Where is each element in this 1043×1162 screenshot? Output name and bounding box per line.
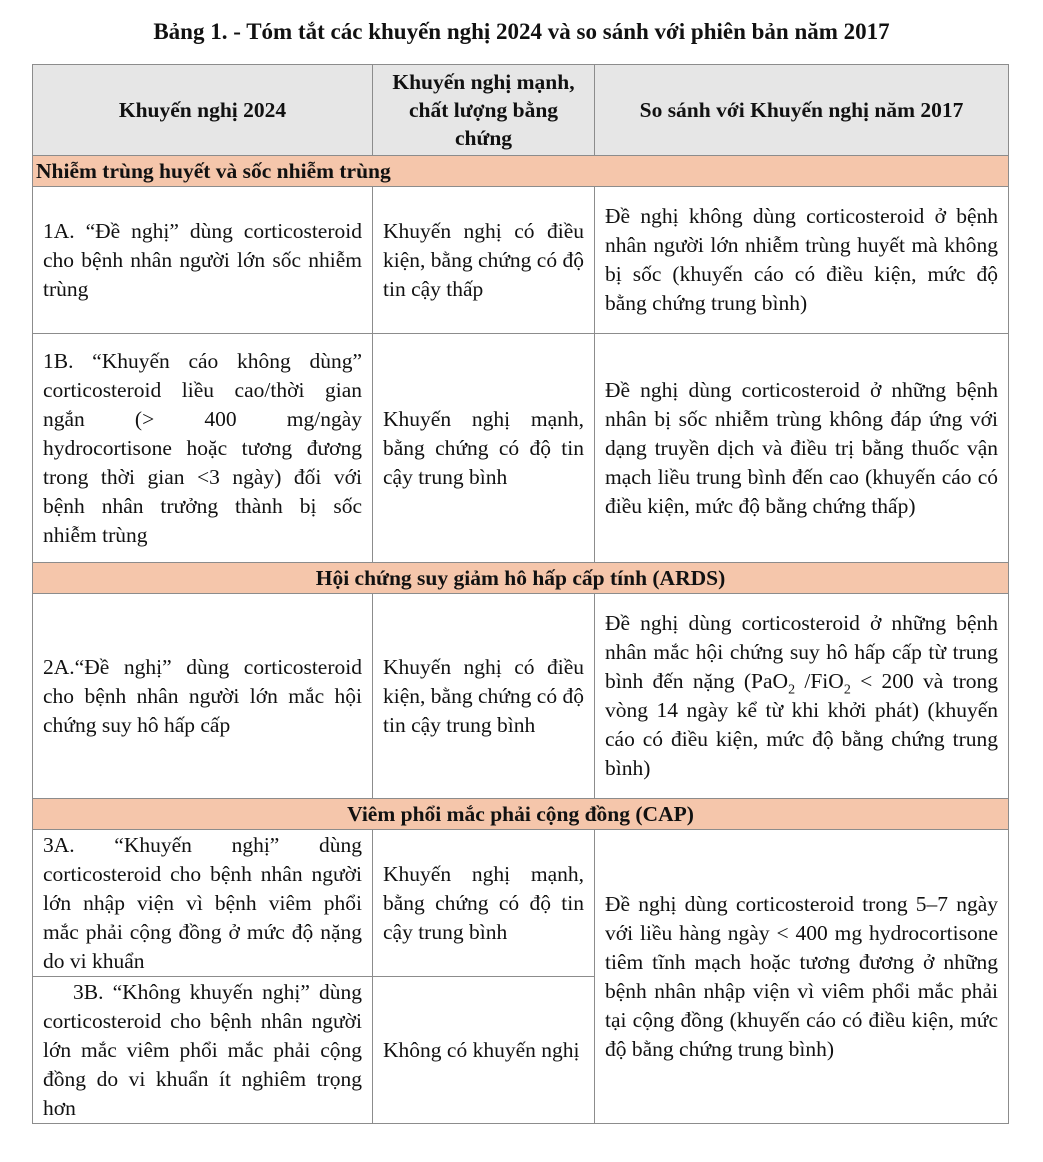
- table-row: [33, 830, 1009, 977]
- comparison-2a: [595, 594, 1009, 799]
- strength-2a: Khuyến nghị có điều kiện, bằng chứng có độ tin cậy trung bình: [373, 594, 595, 799]
- comparison-2a-subscript-2: 2: [843, 682, 851, 698]
- header-recommendation-2024: Khuyến nghị 2024: [33, 65, 373, 156]
- comparison-2a-text-pre: Đề nghị dùng corticosteroid ở những bệnh nhân mắc hội chứng suy hô hấp cấp từ trung bình đến nặng (PaO: [605, 611, 998, 693]
- header-strength-evidence: Khuyến nghị mạnh, chất lượng bằng chứng: [373, 65, 595, 156]
- recommendations-table: [32, 64, 1009, 1124]
- recommendation-3b: [33, 977, 373, 1124]
- strength-1a: Khuyến nghị có điều kiện, bằng chứng có độ tin cậy thấp: [373, 187, 595, 334]
- header-comparison-2017: So sánh với Khuyến nghị năm 2017: [595, 65, 1009, 156]
- comparison-1b: Đề nghị dùng corticosteroid ở những bệnh nhân bị sốc nhiễm trùng không đáp ứng với dạng truyền dịch và điều trị bằng thuốc vận mạch liều trung bình đến cao (khuyến cáo có điều kiện, mức độ bằng chứng thấp): [595, 334, 1009, 563]
- section-row-sepsis: [33, 156, 1009, 187]
- table-row: [33, 594, 1009, 799]
- strength-1b: Khuyến nghị mạnh, bằng chứng có độ tin cậy trung bình: [373, 334, 595, 563]
- section-row-cap: [33, 799, 1009, 830]
- recommendation-2a: 2A.“Đề nghị” dùng corticosteroid cho bệnh nhân người lớn mắc hội chứng suy hô hấp cấp: [33, 594, 373, 799]
- strength-3b: Không có khuyến nghị: [373, 977, 595, 1124]
- comparison-1a: Đề nghị không dùng corticosteroid ở bệnh nhân người lớn nhiễm trùng huyết mà không bị sốc (khuyến cáo có điều kiện, mức độ bằng chứng trung bình): [595, 187, 1009, 334]
- section-title-cap: Viêm phổi mắc phải cộng đồng (CAP): [33, 799, 1009, 830]
- table-row: [33, 187, 1009, 334]
- recommendation-1a: 1A. “Đề nghị” dùng corticosteroid cho bệnh nhân người lớn sốc nhiễm trùng: [33, 187, 373, 334]
- section-title-sepsis: Nhiễm trùng huyết và sốc nhiễm trùng: [33, 156, 1009, 187]
- comparison-2a-text-post: < 200 và trong vòng 14 ngày kể từ khi khởi phát) (khuyến cáo có điều kiện, mức độ bằng chứng trung bình): [605, 669, 998, 780]
- comparison-2a-text-mid: /FiO: [795, 669, 844, 693]
- table-row: [33, 334, 1009, 563]
- header-row: [33, 65, 1009, 156]
- strength-3a: Khuyến nghị mạnh, bằng chứng có độ tin cậy trung bình: [373, 830, 595, 977]
- section-row-ards: [33, 563, 1009, 594]
- recommendation-3a: 3A. “Khuyến nghị” dùng corticosteroid cho bệnh nhân người lớn nhập viện vì bệnh viêm phổi mắc phải cộng đồng ở mức độ nặng do vi khuẩn: [33, 830, 373, 977]
- comparison-2a-subscript-1: 2: [788, 682, 796, 698]
- recommendation-3b-text: 3B. “Không khuyến nghị” dùng corticosteroid cho bệnh nhân người lớn mắc viêm phổi mắc phải cộng đồng do vi khuẩn ít nghiêm trọng hơn: [43, 979, 362, 1120]
- comparison-3: Đề nghị dùng corticosteroid trong 5–7 ngày với liều hàng ngày < 400 mg hydrocortisone tiêm tĩnh mạch hoặc tương đương ở những bệnh nhân nhập viện vì viêm phổi mắc phải tại cộng đồng (khuyến cáo có điều kiện, mức độ bằng chứng trung bình): [595, 830, 1009, 1124]
- section-title-ards: Hội chứng suy giảm hô hấp cấp tính (ARDS): [33, 563, 1009, 594]
- table-title: Bảng 1. - Tóm tắt các khuyến nghị 2024 và so sánh với phiên bản năm 2017: [153, 19, 890, 44]
- recommendation-1b: 1B. “Khuyến cáo không dùng” corticosteroid liều cao/thời gian ngắn (> 400 mg/ngày hydrocortisone hoặc tương đương trong thời gian <3 ngày) đối với bệnh nhân trưởng thành bị sốc nhiễm trùng: [33, 334, 373, 563]
